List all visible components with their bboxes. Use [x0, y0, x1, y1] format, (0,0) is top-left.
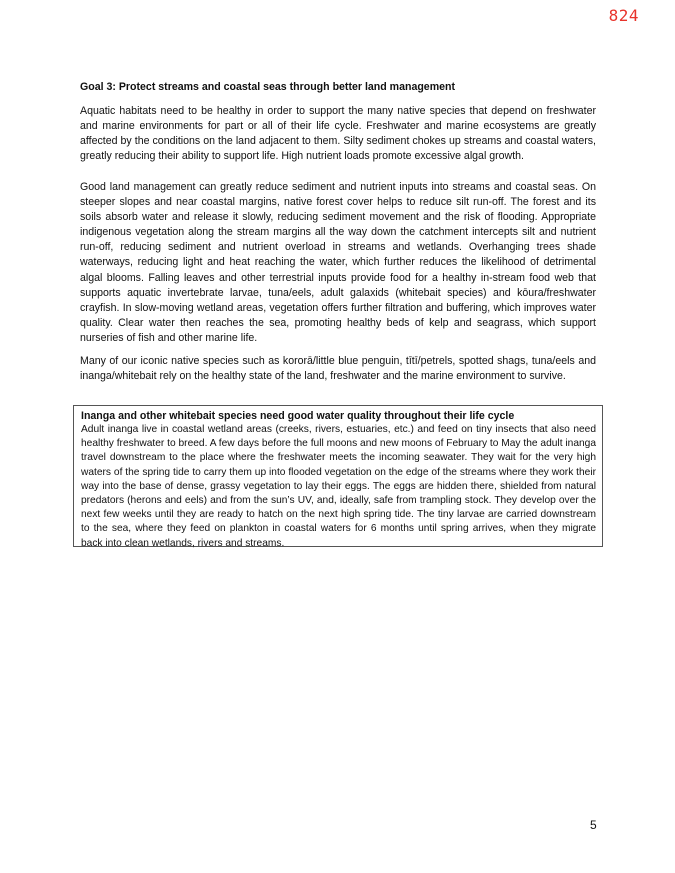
document-id-stamp: 824 — [608, 6, 639, 25]
paragraph-land-management: Good land management can greatly reduce sediment and nutrient inputs into streams and coastal seas. On steeper slopes and near coastal margins, native forest cover helps to reduce silt run-off. The forest and its soils absorb water and release it slowly, reducing sediment movement and the risk of flooding. Appropriate indigenous vegetation along the stream margins all the way down the catchment intercepts silt and nutrient run-off, reducing sediment and nutrient overload in streams and wetlands. Overhanging trees shade waterways, reducing light and heat reaching the water, which further reduces the likelihood of detrimental algal blooms. Falling leaves and other terrestrial inputs provide food for a healthy in-stream food web that supports aquatic invertebrate larvae, tuna/eels, adult galaxids (whitebait species) and kōura/freshwater crayfish. In slow-moving wetland areas, vegetation offers further filtration and buffering, which improves water quality. Clear water then reaches the sea, promoting healthy beds of kelp and seagrass, which support nurseries of fish and other marine life. — [80, 181, 596, 344]
info-box-title: Inanga and other whitebait species need good water quality throughout their life cycle — [81, 410, 515, 422]
paragraph-aquatic-habitats: Aquatic habitats need to be healthy in order to support the many native species that depend on freshwater and marine environments for part or all of their life cycle. Freshwater and marine ecosystems are greatly affected by the conditions on the land adjacent to them. Silty sediment chokes up streams and coastal waters, greatly reducing their ability to support life. High nutrient loads promote excessive algal growth. — [80, 105, 596, 163]
paragraph-iconic-species: Many of our iconic native species such as kororā/little blue penguin, tītī/petrels, spotted shags, tuna/eels and inanga/whitebait rely on the healthy state of the land, freshwater and the marine environment to survive. — [80, 355, 596, 383]
info-box-body: Adult inanga live in coastal wetland areas (creeks, rivers, estuaries, etc.) and feed on tiny insects that also need healthy freshwater to breed. A few days before the full moons and new moons of February to May the adult inanga travel downstream to the place where the freshwater meets the incoming seawater. They wait for the very high waters of the spring tide to carry them up into flooded vegetation on the edge of the streams where they work their way into the base of dense, grassy vegetation to lay their eggs. The eggs are hidden there, shielded from natural predators (herons and eels) and from the sun’s UV, and, ideally, safe from trampling stock. They develop over the next few weeks until they are ready to hatch on the next high spring tide. The tiny larvae are carried downstream to the sea, where they feed on plankton in coastal waters for 6 months until spring arrives, when they migrate back into clean wetlands, rivers and streams. — [81, 424, 596, 549]
inanga-info-box — [73, 405, 603, 547]
goal-heading: Goal 3: Protect streams and coastal seas through better land management — [80, 81, 456, 93]
page-number: 5 — [590, 818, 597, 832]
